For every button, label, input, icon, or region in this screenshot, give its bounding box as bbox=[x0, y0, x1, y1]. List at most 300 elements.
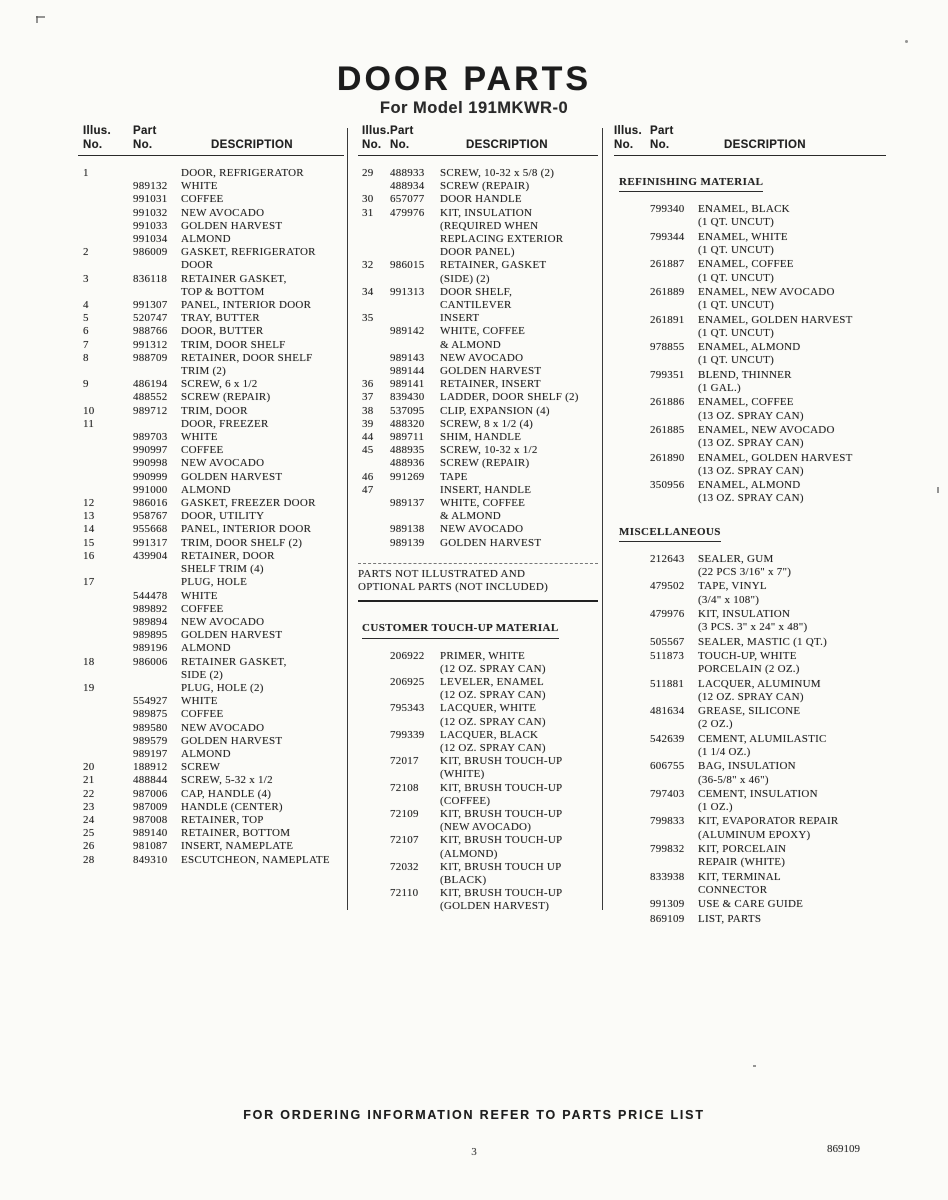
parts-row bbox=[614, 580, 886, 606]
illus-no: 20 bbox=[83, 761, 95, 774]
part-description: ALMOND bbox=[181, 642, 231, 655]
part-no: 989139 bbox=[390, 536, 425, 549]
part-description: INSERT, HANDLE bbox=[440, 483, 532, 496]
illus-no: 39 bbox=[362, 417, 374, 430]
part-description: SCREW (REPAIR) bbox=[181, 391, 271, 404]
part-description: GOLDEN HARVEST bbox=[440, 536, 542, 549]
parts-row bbox=[78, 471, 344, 484]
part-description: DOOR, BUTTER bbox=[181, 325, 264, 338]
parts-row bbox=[358, 537, 598, 550]
header-part-no: No. bbox=[390, 139, 410, 151]
illus-no: 18 bbox=[83, 655, 95, 668]
part-description: PANEL, INTERIOR DOOR bbox=[181, 523, 312, 536]
parts-row bbox=[614, 913, 886, 926]
part-no: 799344 bbox=[650, 230, 685, 243]
part-description: CAP, HANDLE (4) bbox=[181, 787, 272, 800]
part-description: SCREW, 10-32 x 1/2 bbox=[440, 444, 538, 457]
part-no: 991313 bbox=[390, 285, 425, 298]
part-description: COFFEE bbox=[181, 193, 224, 206]
header-description: DESCRIPTION bbox=[724, 139, 806, 151]
part-no: 72032 bbox=[390, 860, 419, 873]
part-description: KIT, EVAPORATOR REPAIR (ALUMINUM EPOXY) bbox=[698, 815, 839, 841]
parts-row bbox=[78, 537, 344, 550]
header-part: Part bbox=[650, 125, 674, 137]
part-no: 988766 bbox=[133, 325, 168, 338]
part-description: KIT, BRUSH TOUCH-UP (COFFEE) bbox=[440, 781, 563, 807]
parts-row bbox=[358, 259, 598, 285]
parts-row bbox=[78, 576, 344, 589]
parts-row bbox=[358, 207, 598, 260]
part-no: 991032 bbox=[133, 206, 168, 219]
part-description: GOLDEN HARVEST bbox=[181, 734, 283, 747]
parts-row bbox=[614, 733, 886, 759]
illus-no: 11 bbox=[83, 417, 95, 430]
table-header bbox=[78, 122, 344, 156]
part-description: LACQUER, WHITE (12 OZ. SPRAY CAN) bbox=[440, 702, 546, 728]
part-description: RETAINER, TOP bbox=[181, 813, 264, 826]
parts-row bbox=[78, 405, 344, 418]
part-no: 991312 bbox=[133, 338, 168, 351]
page-title: DOOR PARTS bbox=[336, 60, 592, 98]
part-no: 833938 bbox=[650, 870, 685, 883]
part-no: 836118 bbox=[133, 272, 168, 285]
part-no: 479976 bbox=[390, 206, 425, 219]
parts-row bbox=[358, 352, 598, 365]
parts-row bbox=[78, 431, 344, 444]
part-description: GASKET, FREEZER DOOR bbox=[181, 497, 316, 510]
parts-row bbox=[78, 444, 344, 457]
part-description: GOLDEN HARVEST bbox=[440, 365, 542, 378]
parts-row bbox=[614, 341, 886, 367]
parts-row bbox=[78, 339, 344, 352]
parts-row bbox=[78, 484, 344, 497]
part-description: ENAMEL, GOLDEN HARVEST (1 QT. UNCUT) bbox=[698, 313, 853, 339]
parts-row bbox=[78, 352, 344, 378]
part-description: ALMOND bbox=[181, 233, 231, 246]
part-description: KIT, BRUSH TOUCH-UP (ALMOND) bbox=[440, 834, 563, 860]
parts-row bbox=[358, 365, 598, 378]
part-no: 991309 bbox=[650, 898, 685, 911]
part-no: 989140 bbox=[133, 827, 168, 840]
illus-no: 22 bbox=[83, 787, 95, 800]
parts-row bbox=[78, 167, 344, 180]
part-description: KIT, BRUSH TOUCH UP (BLACK) bbox=[440, 860, 562, 886]
part-description: TAPE bbox=[440, 470, 468, 483]
part-description: COFFEE bbox=[181, 708, 224, 721]
header-illus: Illus. bbox=[83, 125, 112, 137]
part-description: SCREW, 8 x 1/2 (4) bbox=[440, 417, 534, 430]
part-description: KIT, PORCELAIN REPAIR (WHITE) bbox=[698, 843, 787, 869]
parts-row bbox=[614, 898, 886, 911]
parts-row bbox=[78, 814, 344, 827]
parts-row bbox=[614, 608, 886, 634]
parts-row bbox=[614, 258, 886, 284]
part-description: RETAINER, DOOR SHELF TRIM (4) bbox=[181, 549, 275, 576]
illus-no: 7 bbox=[83, 338, 89, 351]
parts-row bbox=[614, 286, 886, 312]
part-no: 799339 bbox=[390, 728, 425, 741]
illus-no: 35 bbox=[362, 312, 374, 325]
part-no: 978855 bbox=[650, 341, 685, 354]
part-description: ENAMEL, ALMOND (1 QT. UNCUT) bbox=[698, 341, 801, 367]
part-description: SEALER, MASTIC (1 QT.) bbox=[698, 635, 828, 648]
illus-no: 25 bbox=[83, 827, 95, 840]
illus-no: 38 bbox=[362, 404, 374, 417]
part-description: KIT, BRUSH TOUCH-UP (WHITE) bbox=[440, 755, 563, 781]
part-no: 72108 bbox=[390, 781, 419, 794]
illus-no: 19 bbox=[83, 681, 95, 694]
illus-no: 5 bbox=[83, 312, 89, 325]
part-description: SEALER, GUM (22 PCS 3/16" x 7") bbox=[698, 552, 792, 578]
part-description: RETAINER GASKET, TOP & BOTTOM bbox=[181, 272, 287, 298]
illus-no: 29 bbox=[362, 167, 374, 179]
part-description: KIT, BRUSH TOUCH-UP (NEW AVOCADO) bbox=[440, 807, 563, 834]
part-description: HANDLE (CENTER) bbox=[181, 800, 283, 813]
parts-row bbox=[358, 167, 598, 180]
illus-no: 14 bbox=[83, 523, 95, 536]
part-description: SCREW bbox=[181, 761, 221, 774]
part-no: 486194 bbox=[133, 378, 168, 391]
illus-no: 34 bbox=[362, 285, 374, 298]
part-no: 991317 bbox=[133, 536, 168, 549]
parts-row bbox=[78, 510, 344, 523]
part-description: ALMOND bbox=[181, 747, 231, 760]
scan-artifact bbox=[905, 40, 908, 43]
part-description: TRAY, BUTTER bbox=[181, 312, 260, 325]
part-no: 261887 bbox=[650, 258, 685, 271]
ordering-note: FOR ORDERING INFORMATION REFER TO PARTS PRICE LIST bbox=[243, 1108, 705, 1122]
scan-artifact bbox=[36, 16, 38, 23]
part-description: TRIM, DOOR SHELF (2) bbox=[181, 536, 303, 549]
section-heading: REFINISHING MATERIAL bbox=[619, 176, 886, 192]
page-subtitle: For Model 191MKWR-0 bbox=[379, 99, 569, 117]
part-no: 520747 bbox=[133, 312, 168, 325]
part-no: 606755 bbox=[650, 760, 685, 773]
part-no: 439904 bbox=[133, 549, 168, 562]
parts-row bbox=[358, 444, 598, 457]
part-description: LACQUER, ALUMINUM (12 OZ. SPRAY CAN) bbox=[698, 677, 821, 703]
parts-row bbox=[358, 861, 598, 887]
part-description: TOUCH-UP, WHITE PORCELAIN (2 OZ.) bbox=[698, 649, 800, 676]
parts-row bbox=[358, 378, 598, 391]
part-no: 261891 bbox=[650, 313, 685, 326]
scan-artifact bbox=[753, 1065, 756, 1067]
part-no: 986006 bbox=[133, 655, 168, 668]
part-description: RETAINER, BOTTOM bbox=[181, 827, 291, 840]
parts-row bbox=[78, 695, 344, 708]
illus-no: 4 bbox=[83, 299, 89, 312]
parts-row bbox=[78, 682, 344, 695]
illus-no: 44 bbox=[362, 431, 374, 444]
parts-row bbox=[78, 774, 344, 787]
part-no: 989711 bbox=[390, 431, 425, 444]
part-no: 989197 bbox=[133, 747, 168, 760]
part-description: ENAMEL, BLACK (1 QT. UNCUT) bbox=[698, 203, 790, 229]
part-no: 799340 bbox=[650, 203, 685, 216]
part-description: WHITE, COFFEE & ALMOND bbox=[440, 325, 526, 351]
part-no: 72017 bbox=[390, 755, 419, 768]
part-no: 657077 bbox=[390, 193, 425, 206]
part-description: WHITE bbox=[181, 431, 218, 444]
part-description: RETAINER, GASKET (SIDE) (2) bbox=[440, 259, 547, 285]
parts-row bbox=[78, 735, 344, 748]
part-no: 212643 bbox=[650, 552, 685, 565]
parts-row bbox=[358, 180, 598, 193]
part-description: DOOR HANDLE bbox=[440, 193, 522, 206]
part-description: RETAINER, INSERT bbox=[440, 378, 541, 391]
parts-row bbox=[614, 231, 886, 257]
table-header bbox=[614, 122, 886, 156]
parts-row bbox=[78, 722, 344, 735]
parts-row bbox=[78, 457, 344, 470]
table-header bbox=[358, 122, 598, 156]
part-description: TRIM, DOOR bbox=[181, 404, 248, 417]
header-illus-no: No. bbox=[362, 139, 382, 151]
part-no: 188912 bbox=[133, 761, 168, 774]
part-description: WHITE, COFFEE & ALMOND bbox=[440, 497, 526, 523]
parts-row bbox=[614, 203, 886, 229]
parts-row bbox=[78, 590, 344, 603]
parts-row bbox=[614, 479, 886, 505]
part-description: LADDER, DOOR SHELF (2) bbox=[440, 391, 579, 404]
parts-row bbox=[358, 676, 598, 702]
part-no: 795343 bbox=[390, 702, 425, 715]
parts-row bbox=[78, 550, 344, 576]
part-no: 989580 bbox=[133, 721, 168, 734]
illus-no: 6 bbox=[83, 325, 89, 338]
part-description: ENAMEL, GOLDEN HARVEST (13 OZ. SPRAY CAN) bbox=[698, 451, 853, 477]
header-illus-no: No. bbox=[83, 139, 103, 151]
page-number: 3 bbox=[471, 1146, 477, 1158]
parts-row bbox=[78, 220, 344, 233]
parts-row bbox=[78, 761, 344, 774]
illus-no: 1 bbox=[83, 167, 89, 179]
part-description: RETAINER GASKET, SIDE (2) bbox=[181, 655, 287, 681]
header-illus: Illus. bbox=[362, 125, 391, 137]
part-no: 511873 bbox=[650, 649, 685, 662]
illus-no: 26 bbox=[83, 840, 95, 853]
part-no: 991034 bbox=[133, 233, 168, 246]
parts-row bbox=[78, 273, 344, 299]
part-description: GOLDEN HARVEST bbox=[181, 629, 283, 642]
part-no: 987006 bbox=[133, 787, 168, 800]
illus-no: 9 bbox=[83, 378, 89, 391]
parts-row bbox=[78, 708, 344, 721]
doc-number: 869109 bbox=[827, 1143, 860, 1155]
part-no: 799833 bbox=[650, 815, 685, 828]
part-no: 989142 bbox=[390, 325, 425, 338]
parts-row bbox=[78, 854, 344, 867]
parts-row bbox=[78, 246, 344, 272]
part-no: 488933 bbox=[390, 167, 425, 179]
parts-row bbox=[78, 801, 344, 814]
illus-no: 23 bbox=[83, 800, 95, 813]
parts-column-3 bbox=[614, 122, 886, 927]
part-no: 987009 bbox=[133, 800, 168, 813]
illus-no: 12 bbox=[83, 497, 95, 510]
parts-row bbox=[358, 755, 598, 781]
part-no: 261885 bbox=[650, 423, 685, 436]
parts-row bbox=[614, 788, 886, 814]
header-illus: Illus. bbox=[614, 125, 643, 137]
part-description: DOOR, REFRIGERATOR bbox=[181, 167, 304, 179]
part-no: 488936 bbox=[390, 457, 425, 470]
part-description: ESCUTCHEON, NAMEPLATE bbox=[181, 853, 330, 866]
part-no: 991031 bbox=[133, 193, 168, 206]
parts-row bbox=[358, 391, 598, 404]
part-no: 261890 bbox=[650, 451, 685, 464]
part-description: COFFEE bbox=[181, 444, 224, 457]
illus-no: 17 bbox=[83, 576, 95, 589]
part-description: ENAMEL, NEW AVOCADO (1 QT. UNCUT) bbox=[698, 285, 835, 312]
part-no: 488844 bbox=[133, 774, 168, 787]
parts-row bbox=[614, 815, 886, 841]
parts-row bbox=[78, 656, 344, 682]
part-no: 479976 bbox=[650, 607, 685, 620]
part-no: 72109 bbox=[390, 807, 419, 820]
parts-row bbox=[78, 616, 344, 629]
illus-no: 13 bbox=[83, 510, 95, 523]
parts-row bbox=[358, 193, 598, 206]
illus-no: 2 bbox=[83, 246, 89, 259]
part-no: 350956 bbox=[650, 479, 685, 492]
illus-no: 21 bbox=[83, 774, 95, 787]
part-description: GREASE, SILICONE (2 OZ.) bbox=[698, 705, 801, 731]
parts-row bbox=[358, 312, 598, 325]
header-part: Part bbox=[390, 125, 414, 137]
part-description: TRIM, DOOR SHELF bbox=[181, 338, 286, 351]
part-no: 986015 bbox=[390, 259, 425, 272]
illus-no: 8 bbox=[83, 351, 89, 364]
part-description: BAG, INSULATION (36-5/8" x 46") bbox=[698, 760, 796, 786]
parts-row bbox=[614, 705, 886, 731]
parts-row bbox=[358, 405, 598, 418]
parts-row bbox=[78, 233, 344, 246]
part-no: 505567 bbox=[650, 635, 685, 648]
header-part-no: No. bbox=[650, 139, 670, 151]
part-no: 989895 bbox=[133, 629, 168, 642]
parts-row bbox=[358, 431, 598, 444]
part-no: 261889 bbox=[650, 285, 685, 298]
part-description: DOOR, UTILITY bbox=[181, 510, 265, 523]
parts-row bbox=[78, 418, 344, 431]
parts-row bbox=[614, 424, 886, 450]
part-no: 537095 bbox=[390, 404, 425, 417]
parts-row bbox=[78, 788, 344, 801]
part-no: 799351 bbox=[650, 368, 685, 381]
header-illus-no: No. bbox=[614, 139, 634, 151]
part-description: WHITE bbox=[181, 180, 218, 193]
part-no: 991269 bbox=[390, 470, 425, 483]
part-description: TAPE, VINYL (3/4" x 108") bbox=[698, 580, 767, 606]
part-no: 991000 bbox=[133, 483, 168, 496]
part-description: PRIMER, WHITE (12 OZ. SPRAY CAN) bbox=[440, 649, 546, 675]
parts-row bbox=[358, 729, 598, 755]
header-description: DESCRIPTION bbox=[211, 139, 293, 151]
parts-row bbox=[78, 378, 344, 391]
section-heading: MISCELLANEOUS bbox=[619, 526, 886, 542]
part-no: 479502 bbox=[650, 580, 685, 593]
parts-row bbox=[614, 636, 886, 649]
part-no: 989875 bbox=[133, 708, 168, 721]
part-description: WHITE bbox=[181, 695, 218, 708]
illus-no: 16 bbox=[83, 549, 95, 562]
parts-row bbox=[614, 369, 886, 395]
part-description: SCREW, 5-32 x 1/2 bbox=[181, 774, 273, 787]
part-no: 72110 bbox=[390, 887, 419, 900]
illus-no: 3 bbox=[83, 272, 89, 285]
illus-no: 10 bbox=[83, 404, 95, 417]
parts-row bbox=[78, 603, 344, 616]
parts-row bbox=[78, 325, 344, 338]
part-description: ENAMEL, ALMOND (13 OZ. SPRAY CAN) bbox=[698, 479, 804, 505]
parts-row bbox=[614, 843, 886, 869]
part-no: 488552 bbox=[133, 391, 168, 404]
parts-row bbox=[358, 418, 598, 431]
part-description: SCREW (REPAIR) bbox=[440, 180, 530, 193]
part-description: COFFEE bbox=[181, 602, 224, 615]
parts-row bbox=[78, 748, 344, 761]
part-no: 989138 bbox=[390, 523, 425, 536]
part-no: 955668 bbox=[133, 523, 168, 536]
parts-row bbox=[614, 871, 886, 897]
header-description: DESCRIPTION bbox=[466, 139, 548, 151]
part-no: 849310 bbox=[133, 853, 168, 866]
part-no: 206925 bbox=[390, 675, 425, 688]
parts-row bbox=[358, 808, 598, 834]
part-description: KIT, INSULATION (REQUIRED WHEN REPLACING EXTERIOR DOOR PANEL) bbox=[440, 206, 564, 259]
part-no: 990999 bbox=[133, 470, 168, 483]
part-description: SCREW, 6 x 1/2 bbox=[181, 378, 258, 391]
parts-row bbox=[358, 471, 598, 484]
part-description: ENAMEL, NEW AVOCADO (13 OZ. SPRAY CAN) bbox=[698, 423, 835, 450]
part-description: ALMOND bbox=[181, 483, 231, 496]
parts-row bbox=[78, 497, 344, 510]
part-no: 989143 bbox=[390, 351, 425, 364]
part-no: 544478 bbox=[133, 589, 168, 602]
part-description: LACQUER, BLACK (12 OZ. SPRAY CAN) bbox=[440, 728, 546, 754]
part-no: 988709 bbox=[133, 351, 168, 364]
header-part-no: No. bbox=[133, 139, 153, 151]
part-description: RETAINER, DOOR SHELF TRIM (2) bbox=[181, 351, 313, 378]
parts-row bbox=[358, 325, 598, 351]
parts-row bbox=[358, 523, 598, 536]
part-description: KIT, TERMINAL CONNECTOR bbox=[698, 870, 781, 896]
part-no: 991033 bbox=[133, 219, 168, 232]
parts-row bbox=[78, 193, 344, 206]
parts-row bbox=[78, 642, 344, 655]
part-no: 488320 bbox=[390, 417, 425, 430]
part-no: 989712 bbox=[133, 404, 168, 417]
parts-row bbox=[358, 497, 598, 523]
part-description: DOOR SHELF, CANTILEVER bbox=[440, 285, 513, 312]
part-no: 511881 bbox=[650, 677, 685, 690]
part-description: KIT, BRUSH TOUCH-UP (GOLDEN HARVEST) bbox=[440, 887, 563, 913]
parts-row bbox=[78, 299, 344, 312]
part-description: LEVELER, ENAMEL (12 OZ. SPRAY CAN) bbox=[440, 675, 546, 702]
parts-row bbox=[614, 553, 886, 579]
column-divider bbox=[347, 128, 348, 910]
part-no: 261886 bbox=[650, 396, 685, 409]
column-divider bbox=[602, 128, 603, 910]
illus-no: 37 bbox=[362, 391, 374, 404]
parts-row bbox=[78, 312, 344, 325]
part-no: 986009 bbox=[133, 246, 168, 259]
part-description: ENAMEL, COFFEE (1 QT. UNCUT) bbox=[698, 258, 794, 284]
parts-row bbox=[614, 452, 886, 478]
parts-row bbox=[78, 629, 344, 642]
part-description: CEMENT, INSULATION (1 OZ.) bbox=[698, 787, 818, 814]
